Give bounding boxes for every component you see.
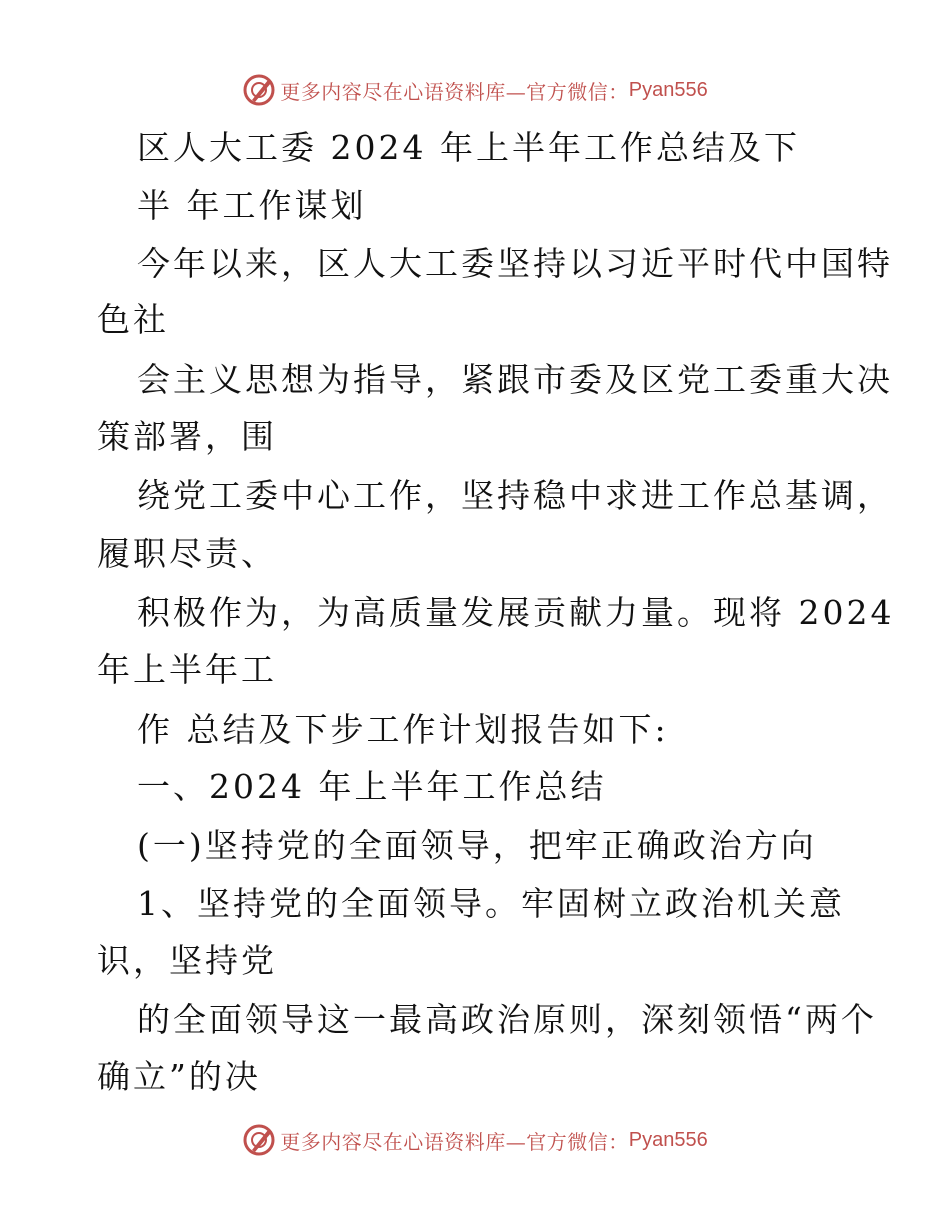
paragraph-line: 履职尽责、	[97, 534, 277, 573]
banner-text: 更多内容尽在心语资料库—官方微信：	[280, 79, 629, 104]
paragraph-line: 会主义思想为指导，紧跟市委及区党工委重大决	[137, 360, 893, 399]
pen-logo-icon	[242, 73, 276, 107]
paragraph-line: 识，坚持党	[97, 941, 277, 980]
title-line-1: 区人大工委 2024 年上半年工作总结及下	[137, 128, 800, 167]
header-banner	[0, 70, 950, 110]
paragraph-line: 作 总结及下步工作计划报告如下:	[137, 710, 669, 749]
footer-banner	[0, 1120, 950, 1160]
section-heading: 一、2024 年上半年工作总结	[137, 767, 607, 806]
paragraph-line: 确立”的决	[97, 1057, 261, 1096]
banner-wechat-id: Pyan556	[628, 1128, 708, 1151]
paragraph-line: 绕党工委中心工作，坚持稳中求进工作总基调，	[137, 476, 893, 515]
pen-logo-icon	[242, 1123, 276, 1157]
paragraph-line: 策部署，围	[97, 417, 277, 456]
subsection-heading: (一)坚持党的全面领导，把牢正确政治方向	[137, 826, 817, 865]
banner-wechat-id: Pyan556	[628, 78, 708, 101]
banner-text: 更多内容尽在心语资料库—官方微信：	[280, 1129, 629, 1154]
paragraph-line: 1、坚持党的全面领导。牢固树立政治机关意	[137, 884, 845, 923]
paragraph-line: 色社	[97, 300, 169, 339]
paragraph-line: 今年以来，区人大工委坚持以习近平时代中国特	[137, 244, 893, 283]
paragraph-line: 积极作为，为高质量发展贡献力量。现将 2024	[137, 593, 895, 632]
paragraph-line: 的全面领导这一最高政治原则，深刻领悟“两个	[137, 1000, 877, 1039]
title-line-2: 半 年工作谋划	[137, 186, 367, 225]
paragraph-line: 年上半年工	[97, 650, 277, 689]
